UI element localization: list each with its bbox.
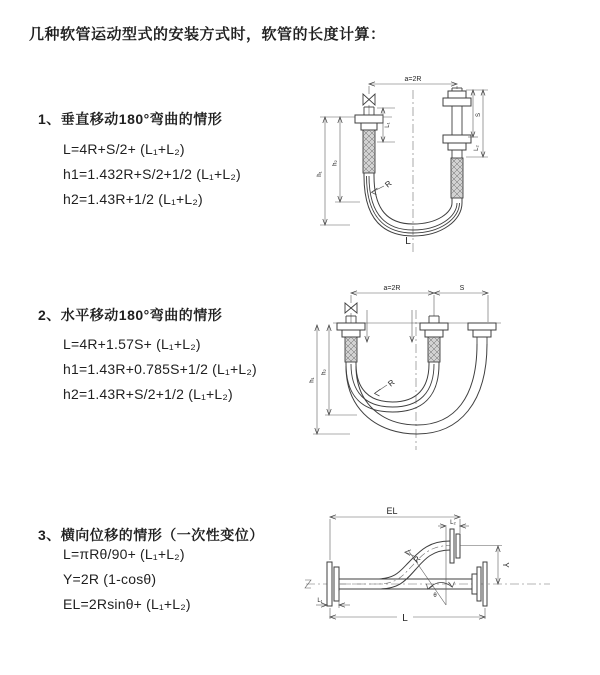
radius-label: R xyxy=(383,178,394,190)
document-title: 几种软管运动型式的安装方式时，软管的长度计算： xyxy=(29,26,386,43)
diagram-horizontal-180-bend xyxy=(305,282,545,462)
formula-line: L=4R+1.57S+ (L₁+L₂) xyxy=(63,336,201,352)
length-label: L xyxy=(405,236,411,247)
angle-label: θ xyxy=(433,593,437,599)
formula-line: L=4R+S/2+ (L₁+L₂) xyxy=(63,141,185,157)
diagram-vertical-180-bend xyxy=(300,70,540,260)
section-1-heading: 1、垂直移动180°弯曲的情形 xyxy=(38,111,223,127)
valve-icon xyxy=(363,94,375,105)
diagram-lateral-displacement xyxy=(300,505,555,640)
dim-label-l2: L₂ xyxy=(450,520,456,526)
braided-hose-section xyxy=(363,130,375,173)
section-3-heading: 3、横向位移的情形（一次性变位） xyxy=(38,527,264,543)
dim-label-s: S xyxy=(459,285,465,292)
formula-line: Y=2R (1-cosθ) xyxy=(63,571,157,587)
valve-icon xyxy=(345,303,357,313)
dim-label-y: Y xyxy=(501,562,510,568)
formula-line: h1=1.432R+S/2+1/2 (L₁+L₂) xyxy=(63,166,241,182)
formula-line: EL=2Rsinθ+ (L₁+L₂) xyxy=(63,596,191,612)
dim-label-el: EL xyxy=(386,506,398,516)
formula-line: h2=1.43R+S/2+1/2 (L₁+L₂) xyxy=(63,386,233,402)
formula-line: h1=1.43R+0.785S+1/2 (L₁+L₂) xyxy=(63,361,257,377)
dim-label-s: S xyxy=(476,112,482,118)
section-2-heading: 2、水平移动180°弯曲的情形 xyxy=(38,307,223,323)
dim-label-a2r: a=2R xyxy=(404,76,422,83)
length-label: L xyxy=(402,613,408,624)
dim-label-l1: L₁ xyxy=(385,122,391,128)
dim-label-h2: h₂ xyxy=(332,160,339,166)
radius-label: R xyxy=(411,554,423,565)
dim-label-l1: L₁ xyxy=(317,598,323,604)
formula-line: L=πRθ/90+ (L₁+L₂) xyxy=(63,546,185,562)
dim-label-l2: L₂ xyxy=(474,145,480,151)
dim-label-a2r: a=2R xyxy=(383,285,401,292)
radius-label: R xyxy=(386,377,397,389)
braided-hose-section xyxy=(345,337,357,362)
dim-label-h2: h₂ xyxy=(321,369,328,375)
formula-line: h2=1.43R+1/2 (L₁+L₂) xyxy=(63,191,203,207)
dim-label-h1: h₁ xyxy=(317,171,323,177)
braided-hose-section xyxy=(428,337,440,362)
dim-label-h1: h₁ xyxy=(309,377,316,383)
